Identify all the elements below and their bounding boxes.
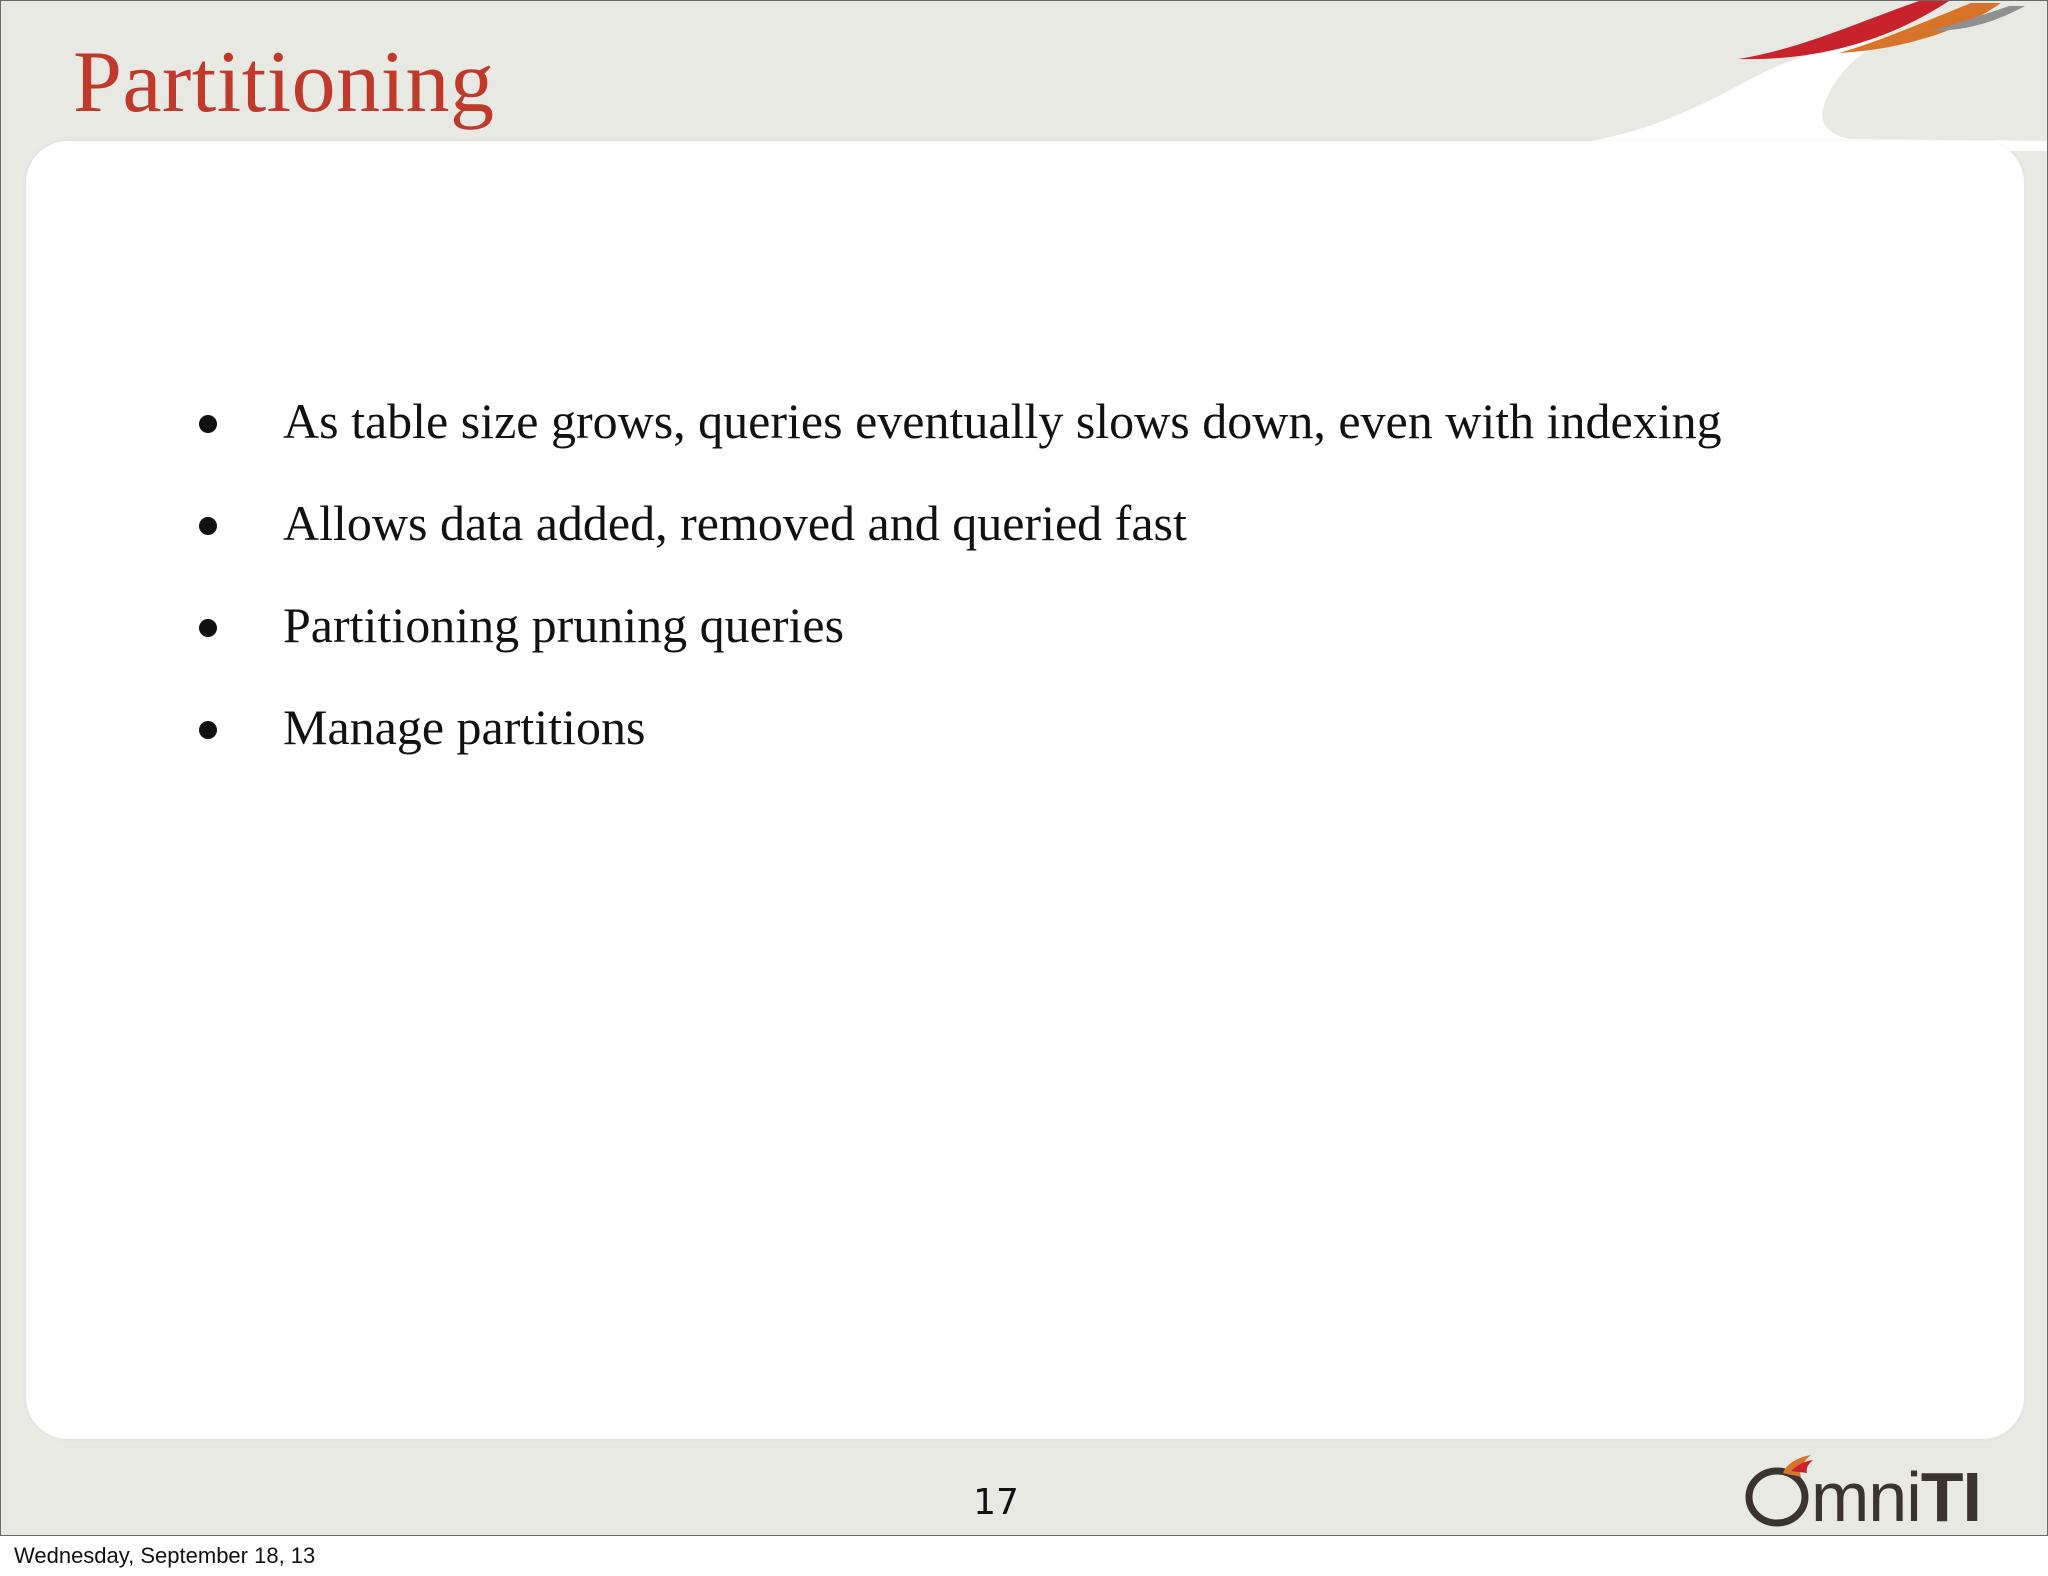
decorative-swoosh-graphic (1501, 1, 2048, 151)
slide-title: Partitioning (73, 34, 495, 131)
bullet-dot (199, 415, 217, 433)
omniti-logo (1739, 1453, 1989, 1536)
footer-date: Wednesday, September 18, 13 (14, 1543, 316, 1568)
page-number: 17 (973, 1482, 1019, 1523)
content-panel (26, 141, 2024, 1439)
logo-wordmark (1757, 1457, 1981, 1536)
bullet-text: Allows data added, removed and queried fast (283, 495, 1187, 551)
bullet-dot (199, 721, 217, 739)
bullet-text: Partitioning pruning queries (283, 597, 845, 653)
bullet-text: As table size grows, queries eventually slows down, even with indexing (283, 393, 1722, 449)
bullet-dot (199, 619, 217, 637)
bullet-dot (199, 517, 217, 535)
bullet-text: Manage partitions (283, 699, 646, 755)
logo-text-regular: mni (1811, 1458, 1921, 1536)
logo-text-bold: TI (1920, 1458, 1982, 1536)
